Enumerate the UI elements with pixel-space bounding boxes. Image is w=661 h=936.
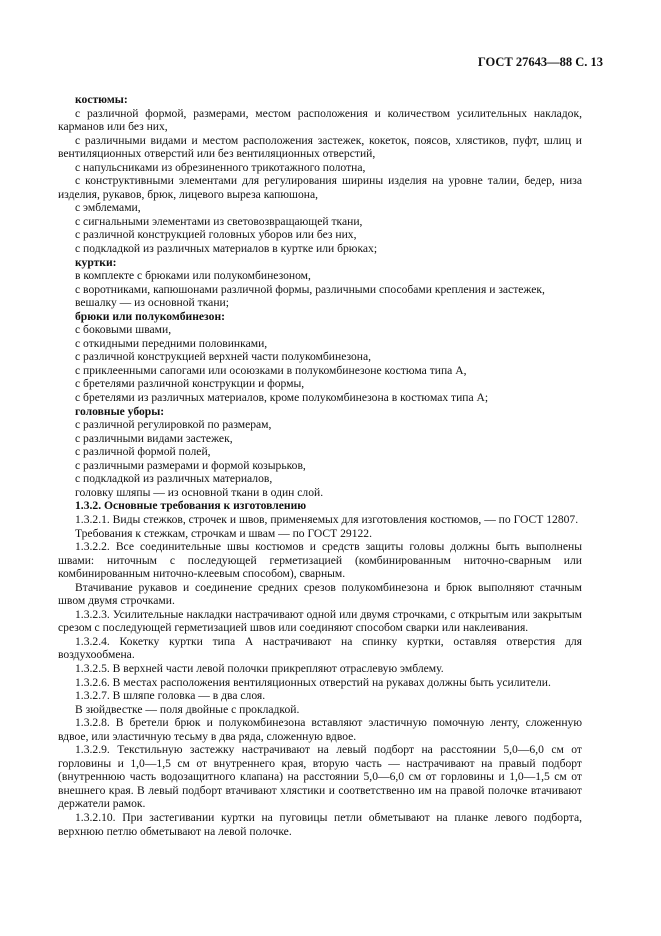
document-body (58, 93, 582, 838)
paragraph: 1.3.2.5. В верхней части левой полочки прикрепляют отраслевую эмблему. (75, 661, 444, 675)
paragraph: с напульсниками из обрезиненного трикотажного полотна, (75, 160, 366, 174)
section-heading: брюки или полукомбинезон: (75, 309, 225, 323)
section-heading: 1.3.2. Основные требования к изготовлению (75, 499, 307, 513)
paragraph: в комплекте с брюками или полукомбинезоном, (75, 269, 311, 283)
paragraph: 1.3.2.2. Все соединительные швы костюмов и средств защиты головы должны быть выполнены швами: ниточным с последующей герметизацией (комбинированным ниточно-сварным или комбинированным ниточно-клеевым способом), сварным. (58, 540, 582, 581)
paragraph: с различной конструкцией головных уборов или без них, (75, 228, 357, 242)
paragraph: с сигнальными элементами из световозвращающей ткани, (75, 214, 363, 228)
paragraph: головку шляпы — из основной ткани в один слой. (75, 485, 324, 499)
paragraph: 1.3.2.1. Виды стежков, строчек и швов, применяемых для изготовления костюмов, — по ГОСТ 12807. (75, 512, 579, 526)
paragraph: с различными видами и местом расположения застежек, кокеток, поясов, хлястиков, пуфт, шлиц и вентиляционных отверстий или без вентиляционных отверстий, (58, 133, 582, 161)
paragraph: с различной регулировкой по размерам, (75, 418, 272, 432)
paragraph: с различной конструкцией верхней части полукомбинезона, (75, 350, 372, 364)
paragraph: 1.3.2.10. При застегивании куртки на пуговицы петли обметывают на планке левого подборта, верхнюю петлю обметывают на левой полочке. (58, 810, 582, 838)
paragraph: 1.3.2.3. Усилительные накладки настрачивают одной или двумя строчками, с открытым или закрытым срезом с последующей герметизацией швов или соединяют способом сварки или наклеивания. (58, 607, 582, 635)
section-heading: костюмы: (75, 93, 128, 106)
paragraph: с различными размерами и формой козырьков, (75, 458, 306, 472)
paragraph: с эмблемами, (75, 201, 141, 215)
paragraph: с различной формой, размерами, местом расположения и количеством усилительных накладок, карманов или без них, (58, 106, 582, 134)
section-heading: куртки: (75, 255, 117, 269)
paragraph: с подкладкой из различных материалов в куртке или брюках; (75, 242, 378, 256)
paragraph: с бретелями различной конструкции и формы, (75, 377, 305, 391)
paragraph: 1.3.2.6. В местах расположения вентиляционных отверстий на рукавах должны быть усилители. (75, 675, 551, 689)
paragraph: 1.3.2.9. Текстильную застежку настрачивают на левый подборт на расстоянии 5,0—6,0 см от горловины и 1,0—1,5 см от внутреннего края, вторую часть — настрачивают на правый подборт (внутреннюю часть водозащитного клапана) на расстоянии 5,0—6,0 см от горловины и 1,0—1,5 см от внешнего края. В левый подборт втачивают хлястики и соответственно им на правой полочке втачивают держатели рамок. (58, 743, 582, 811)
paragraph: с конструктивными элементами для регулирования ширины изделия на уровне талии, бедер, низа изделия, рукавов, брюк, лицевого выреза капюшона, (58, 174, 582, 201)
paragraph: 1.3.2.4. Кокетку куртки типа А настрачивают на спинку куртки, оставляя отверстия для воздухообмена. (58, 634, 582, 662)
paragraph: с подкладкой из различных материалов, (75, 472, 273, 486)
paragraph: с бретелями из различных материалов, кроме полукомбинезона в костюмах типа А; (75, 391, 489, 405)
paragraph: 1.3.2.8. В бретели брюк и полукомбинезона вставляют эластичную помочную ленту, сложенную вдвое, или эластичную тесьму в два ряда, сложенную вдвое. (58, 716, 582, 743)
paragraph: с различной формой полей, (75, 445, 211, 459)
paragraph: с боковыми швами, (75, 323, 172, 337)
paragraph: с воротниками, капюшонами различной формы, различными способами крепления и застежек, (75, 282, 545, 296)
section-heading: головные уборы: (75, 404, 165, 418)
paragraph: вешалку — из основной ткани; (75, 296, 229, 310)
paragraph: В зюйдвестке — поля двойные с прокладкой. (75, 702, 300, 716)
paragraph: Требования к стежкам, строчкам и швам — по ГОСТ 29122. (75, 526, 372, 540)
paragraph: с откидными передними половинками, (75, 336, 268, 350)
paragraph: с различными видами застежек, (75, 431, 233, 445)
page-header: ГОСТ 27643—88 С. 13 (477, 55, 603, 69)
paragraph: 1.3.2.7. В шляпе головка — в два слоя. (75, 689, 266, 703)
paragraph: с приклеенными сапогами или осоюзками в полукомбинезоне костюма типа А, (75, 363, 467, 377)
paragraph: Втачивание рукавов и соединение средних срезов полукомбинезона и брюк выполняют стачным швом двумя строчками. (58, 580, 582, 608)
